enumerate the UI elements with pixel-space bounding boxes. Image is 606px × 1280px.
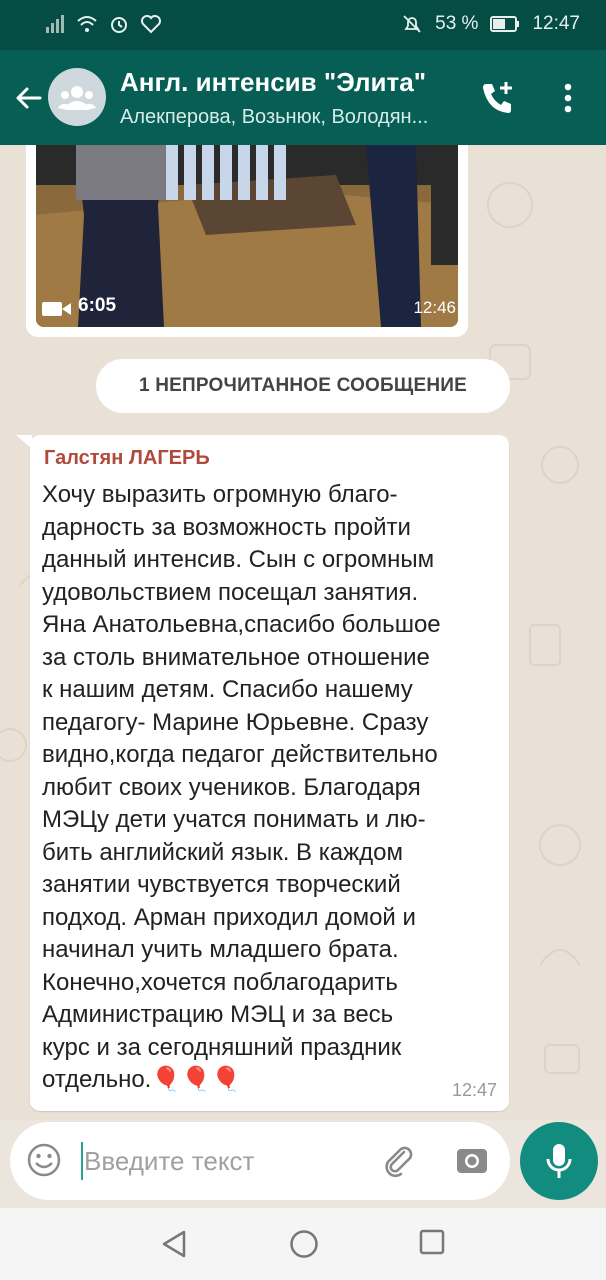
nav-recent-apps-icon[interactable] bbox=[418, 1228, 446, 1256]
chat-area[interactable] bbox=[0, 145, 606, 1120]
wifi-icon bbox=[76, 13, 98, 35]
system-navigation-bar bbox=[0, 1208, 606, 1280]
message-sender[interactable]: Галстян ЛАГЕРЬ bbox=[44, 447, 210, 469]
nav-home-icon[interactable] bbox=[288, 1228, 320, 1260]
nav-back-icon[interactable] bbox=[158, 1228, 190, 1260]
group-icon bbox=[57, 82, 97, 112]
battery-icon bbox=[490, 15, 520, 33]
chat-title[interactable]: Англ. интенсив "Элита" bbox=[120, 67, 427, 97]
video-timestamp: 12:46 bbox=[413, 298, 456, 317]
add-call-icon[interactable] bbox=[478, 78, 518, 118]
microphone-icon bbox=[542, 1141, 576, 1181]
message-timestamp: 12:47 bbox=[451, 1080, 497, 1100]
mute-bell-icon bbox=[401, 13, 423, 35]
message-text: Хочу выразить огромную благо- дарность за возможность пройти данный интенсив. Сын с огромным удовольствием посещал занятия. Яна Анатольевна,спасибо большое за столь внимательное отношение к нашим детям. Спасибо нашему педагогу- Марине Юрьевне. Сразу видно,когда педагог действительно любит своих учеников. Благодаря МЭЦу дети учатся понимать и лю- бить английский язык. В каждом занятии чувствуется творческий подход. Арман приходил домой и начинал учить младшего брата. Конечно,хочется поблагодарить Администрацию МЭЦ и за весь курс и за сегодняшний праздник отдельно.🎈🎈🎈 bbox=[42, 481, 441, 1093]
message-composer bbox=[10, 1122, 510, 1200]
status-bar bbox=[0, 0, 606, 50]
status-time: 12:47 bbox=[532, 13, 580, 34]
alarm-icon bbox=[108, 13, 130, 35]
chat-participants[interactable]: Алекперова, Возьнюк, Володян... bbox=[120, 106, 429, 128]
status-icons-left bbox=[44, 13, 162, 35]
unread-messages-banner: 1 НЕПРОЧИТАННОЕ СООБЩЕНИЕ bbox=[96, 359, 510, 413]
emoji-icon[interactable] bbox=[26, 1142, 62, 1178]
signal-icon bbox=[44, 13, 66, 35]
status-icons-right bbox=[401, 13, 580, 35]
voice-record-button[interactable] bbox=[520, 1122, 598, 1200]
video-duration: 6:05 bbox=[78, 295, 117, 316]
video-camera-icon bbox=[42, 300, 72, 318]
incoming-message[interactable] bbox=[30, 435, 509, 1111]
heart-rate-icon bbox=[140, 13, 162, 35]
video-message[interactable] bbox=[26, 145, 468, 337]
message-input[interactable] bbox=[82, 1138, 356, 1184]
camera-icon[interactable] bbox=[454, 1142, 490, 1178]
back-arrow-icon[interactable] bbox=[10, 80, 46, 116]
more-options-icon[interactable] bbox=[555, 80, 581, 116]
battery-percent: 53 % bbox=[435, 13, 479, 34]
paperclip-icon[interactable] bbox=[380, 1142, 416, 1178]
chat-header bbox=[0, 50, 606, 145]
group-avatar[interactable] bbox=[48, 68, 106, 126]
